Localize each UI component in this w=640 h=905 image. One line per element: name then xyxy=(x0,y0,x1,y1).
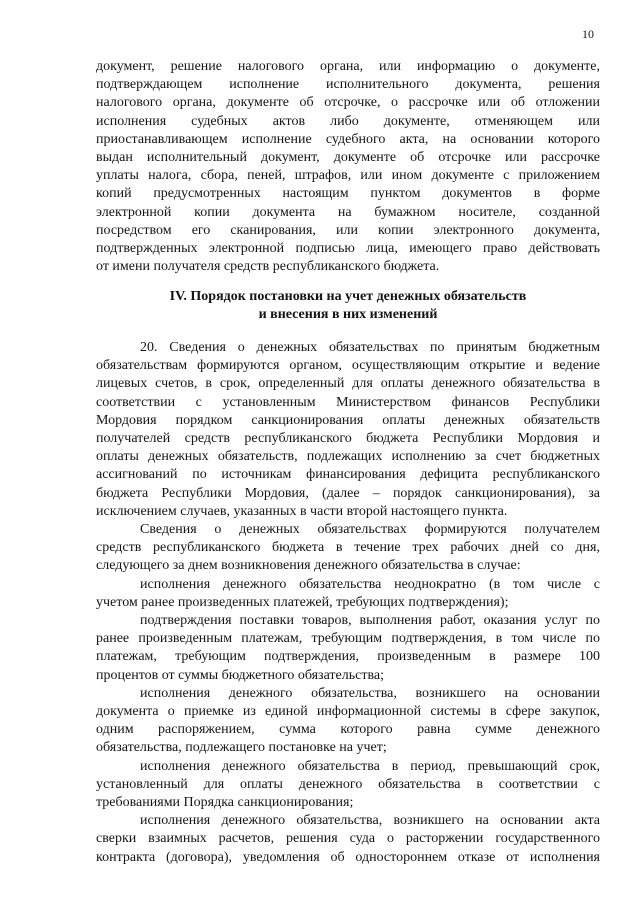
text-line: исполнения судебных актов либо документе, отменяющем или xyxy=(96,113,600,129)
text-line: исполнения денежного обязательства, возникшего на основании акта xyxy=(140,813,600,829)
section-heading xyxy=(96,288,600,324)
text-line: процентов от суммы бюджетного обязательства; xyxy=(96,667,384,683)
text-line: оплаты денежных обязательств, подлежащих исполнению за счет бюджетных xyxy=(96,449,600,465)
section-body xyxy=(96,339,600,867)
text-line: подтверждения поставки товаров, выполнения работ, оказания услуг по xyxy=(140,613,600,629)
text-line: подтвержденных электронной подписью лица, имеющего право действовать xyxy=(96,241,600,257)
text-line: получателей средств республиканского бюджета Республики Мордовия и xyxy=(96,431,600,447)
text-line: исполнения денежного обязательства в период, превышающий срок, xyxy=(140,758,600,774)
text-line: документ, решение налогового органа, или информацию о документе, xyxy=(96,59,600,74)
text-line: электронной копии документа на бумажном носителе, созданной xyxy=(96,204,600,220)
text-line: требованиями Порядка санкционирования; xyxy=(96,795,354,811)
text-line: контракта (договора), уведомления об одностороннем отказе от исполнения xyxy=(96,849,600,865)
section-heading-line: IV. Порядок постановки на учет денежных обязательств xyxy=(169,289,527,304)
text-line: платежам, требующим подтверждения, произведенным в размере 100 xyxy=(96,649,600,665)
text-line: Мордовия порядком санкционирования оплаты денежных обязательств xyxy=(96,412,600,428)
text-line: исключением случаев, указанных в части второй настоящего пункта. xyxy=(96,503,508,519)
text-line: посредством его сканирования, или копии электронного документа, xyxy=(96,222,600,238)
text-line: обязательствам формируются органом, осуществляющим открытие и ведение xyxy=(96,358,600,374)
text-line: средств республиканского бюджета в течение трех рабочих дней со дня, xyxy=(96,540,600,556)
text-line: выдан исполнительный документ, документе об отсрочке или рассрочке xyxy=(96,150,600,166)
text-line: одним распоряжением, сумма которого равна сумме денежного xyxy=(96,722,600,738)
text-line: подтверждающем исполнение исполнительного документа, решения xyxy=(96,77,600,93)
page-number: 10 xyxy=(582,27,594,41)
text-line: приостанавливающем исполнение судебного акта, на основании которого xyxy=(96,131,600,147)
text-line: копий предусмотренных настоящим пунктом документов в форме xyxy=(96,186,600,202)
text-line: сверки взаимных расчетов, решения суда о расторжении государственного xyxy=(96,831,600,847)
text-line: установленный для оплаты денежного обязательства в соответствии с xyxy=(96,776,600,792)
section-heading-line: и внесения в них изменений xyxy=(258,307,438,322)
text-line: налогового органа, документе об отсрочке, о рассрочке или об отложении xyxy=(96,95,600,111)
text-line: обязательства, подлежащего постановке на учет; xyxy=(96,740,387,756)
text-line: соответствии с установленным Министерством финансов Республики xyxy=(96,394,600,410)
text-line: Сведения о денежных обязательствах формируются получателем xyxy=(140,522,600,538)
text-line: от имени получателя средств республиканского бюджета. xyxy=(96,259,440,275)
text-line: ассигнований по источникам финансирования дефицита республиканского xyxy=(96,467,600,483)
text-line: документа о приемке из единой информационной системы в сфере закупок, xyxy=(96,704,600,720)
text-line: следующего за днем возникновения денежного обязательства в случае: xyxy=(96,558,521,574)
text-line: исполнения денежного обязательства, возникшего на основании xyxy=(140,685,600,701)
text-line: бюджета Республики Мордовия, (далее – порядок санкционирования), за xyxy=(96,485,600,501)
text-line: учетом ранее произведенных платежей, требующих подтверждения); xyxy=(96,594,509,610)
text-line: лицевых счетов, в срок, определенный для оплаты денежного обязательства в xyxy=(96,376,600,392)
text-line: 20. Сведения о денежных обязательствах по принятым бюджетным xyxy=(140,340,600,355)
text-line: ранее произведенным платежам, требующим подтверждения, в том числе по xyxy=(96,631,600,647)
text-line: исполнения денежного обязательства неоднократно (в том числе с xyxy=(140,576,600,592)
intro-paragraph xyxy=(96,58,600,276)
text-line: уплаты налога, сбора, пеней, штрафов, или ином документе с приложением xyxy=(96,168,600,184)
